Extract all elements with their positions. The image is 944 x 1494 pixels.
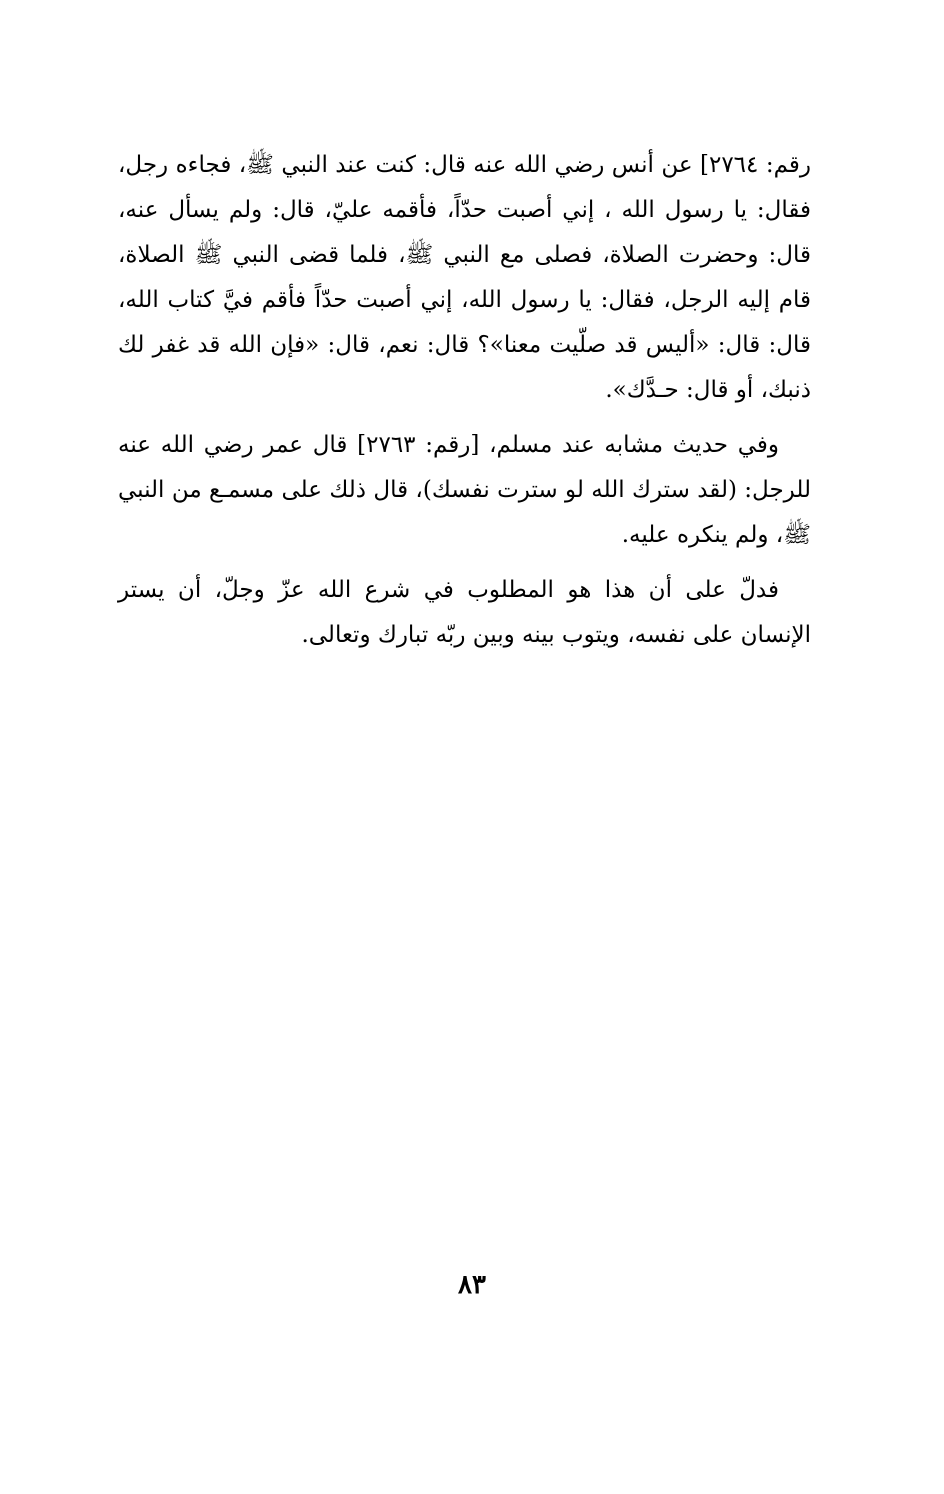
- page-number: ٨٣: [458, 1270, 486, 1300]
- body-text: [118, 143, 811, 668]
- paragraph-conclusion: فدلّ على أن هذا هو المطلوب في شرع الله عزّ وجلّ، أن يستر الإنسان على نفسه، ويتوب بينه وبين ربّه تبارك وتعالى.: [118, 577, 811, 648]
- paragraph-hadith-muslim: وفي حديث مشابه عند مسلم، [رقم: ٢٧٦٣] قال عمر رضي الله عنه للرجل: (لقد سترك الله لو سترت نفسك)، قال ذلك على مسمـع من النبي ﷺ، ولم ينكره عليه.: [118, 432, 811, 548]
- paragraph-hadith-anas: رقم: ٢٧٦٤] عن أنس رضي الله عنه قال: كنت عند النبي ﷺ، فجاءه رجل، فقال: يا رسول الله ، إني أصبت حدّاً، فأقمه عليّ، قال: ولم يسأل عنه، قال: وحضرت الصلاة، فصلى مع النبي ﷺ، فلما قضى النبي ﷺ الصلاة، قام إليه الرجل، فقال: يا رسول الله، إني أصبت حدّاً فأقم فيَّ كتاب الله، قال: قال: «أليس قد صلّيت معنا»؟ قال: نعم، قال: «فإن الله قد غفر لك ذنبك، أو قال: حـدَّك».: [118, 152, 811, 403]
